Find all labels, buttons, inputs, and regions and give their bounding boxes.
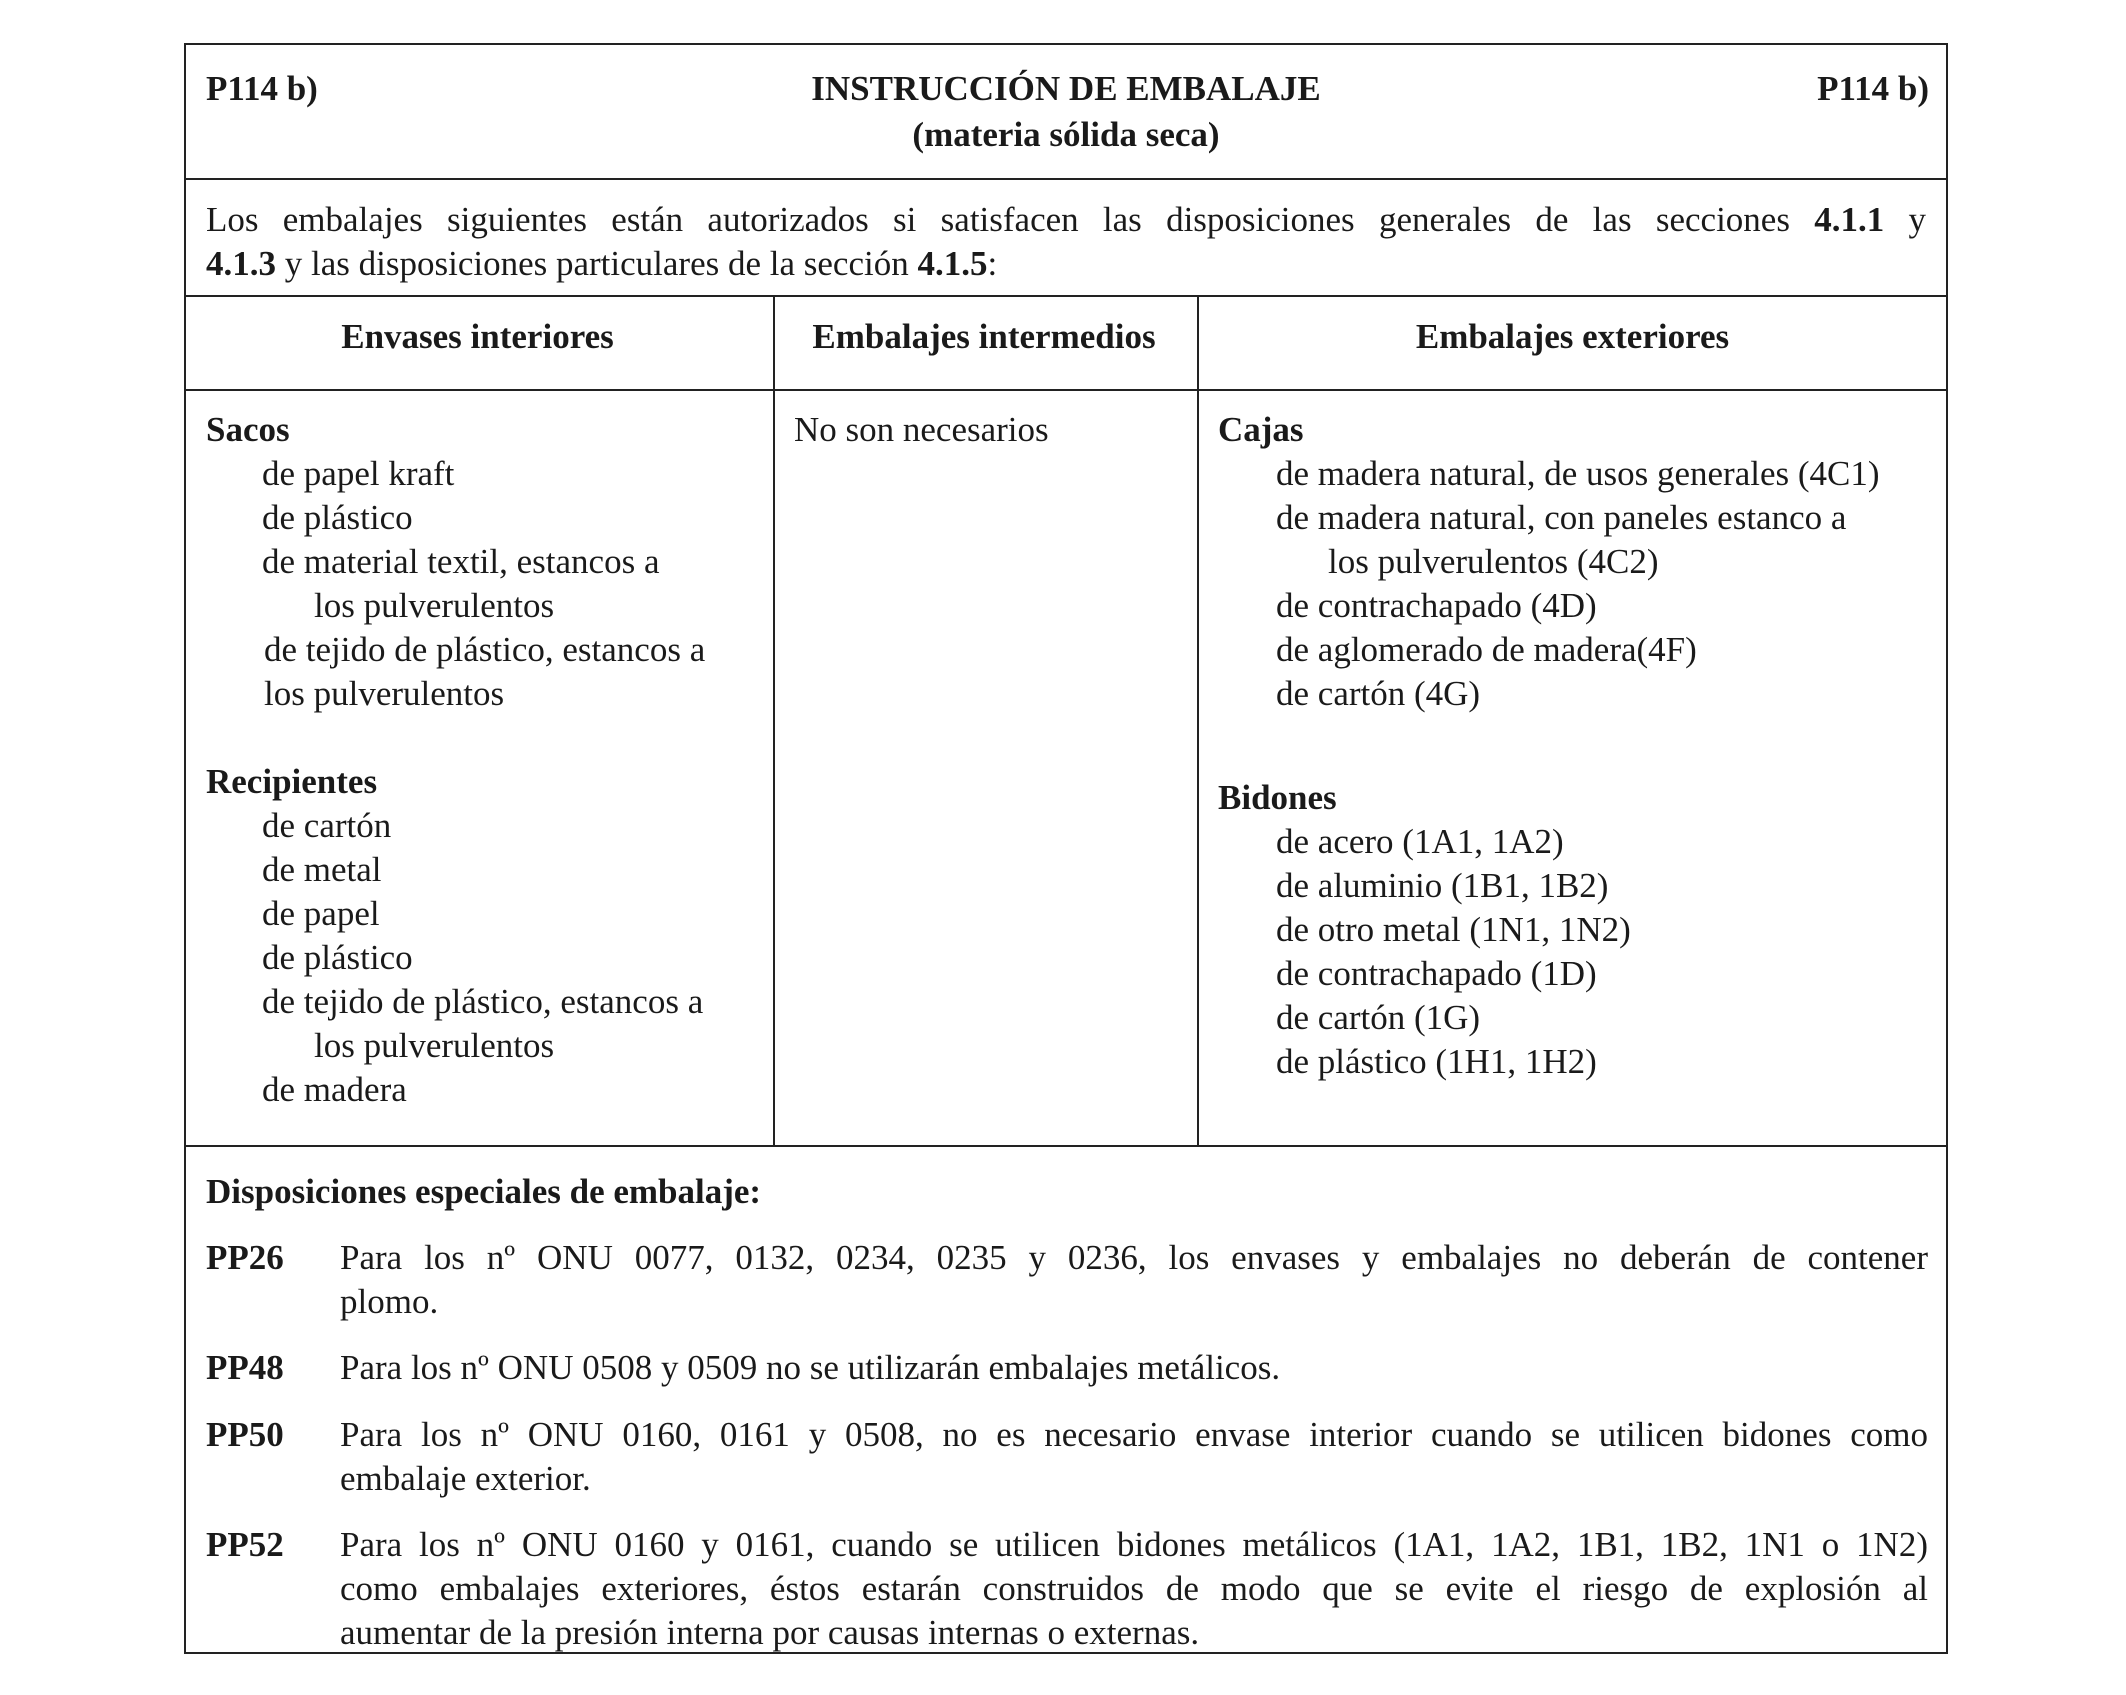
column-divider (773, 295, 775, 1145)
list-item: de metal (262, 850, 382, 889)
list-item: de papel kraft (262, 454, 455, 493)
provision-code: PP50 (206, 1415, 284, 1454)
provision-text: Para los nº ONU 0077, 0132, 0234, 0235 y 0236, los envases y embalajes no deberán de contener (340, 1238, 1928, 1277)
section-ref: 4.1.5 (917, 244, 988, 283)
provision-code: PP52 (206, 1525, 284, 1564)
list-item: de madera (262, 1070, 407, 1109)
provision-code: PP48 (206, 1348, 284, 1387)
outer-heading-cajas: Cajas (1218, 410, 1304, 449)
list-item: de material textil, estancos a (262, 542, 660, 581)
instruction-code-right: P114 b) (1817, 69, 1929, 108)
list-item: de contrachapado (1D) (1276, 954, 1597, 993)
divider (186, 389, 1946, 391)
list-item: de madera natural, con paneles estanco a (1276, 498, 1847, 537)
list-item: de acero (1A1, 1A2) (1276, 822, 1564, 861)
divider (186, 1145, 1946, 1147)
list-item: los pulverulentos (314, 586, 555, 625)
list-item: de contrachapado (4D) (1276, 586, 1597, 625)
list-item: de plástico (262, 938, 413, 977)
page-subtitle: (materia sólida seca) (912, 115, 1220, 154)
list-item: de madera natural, de usos generales (4C1) (1276, 454, 1880, 493)
column-header-outer: Embalajes exteriores (1415, 317, 1730, 356)
intro-line-1 (206, 198, 1926, 242)
list-item: los pulverulentos (314, 1026, 555, 1065)
provision-text: plomo. (340, 1282, 439, 1321)
list-item: de cartón (4G) (1276, 674, 1481, 713)
provision-text: embalaje exterior. (340, 1459, 591, 1498)
outer-heading-bidones: Bidones (1218, 778, 1337, 817)
provision-code: PP26 (206, 1238, 284, 1277)
intro-text: : (987, 244, 998, 283)
special-provisions-heading: Disposiciones especiales de embalaje: (206, 1172, 762, 1211)
provision-text: Para los nº ONU 0160 y 0161, cuando se utilicen bidones metálicos (1A1, 1A2, 1B1, 1B2, 1N1 o 1N2) (340, 1525, 1928, 1564)
list-item: de papel (262, 894, 380, 933)
inner-heading-recipientes: Recipientes (206, 762, 378, 801)
list-item: de cartón (1G) (1276, 998, 1481, 1037)
list-item: de cartón (262, 806, 392, 845)
column-header-intermediate: Embalajes intermedios (812, 317, 1156, 356)
intermediate-text: No son necesarios (794, 410, 1049, 449)
list-item: de plástico (262, 498, 413, 537)
column-header-inner: Envases interiores (341, 317, 614, 356)
divider (186, 295, 1946, 297)
list-item: los pulverulentos (4C2) (1328, 542, 1659, 581)
intro-line-2 (206, 242, 997, 286)
list-item: de otro metal (1N1, 1N2) (1276, 910, 1631, 949)
intro-text: Los embalajes siguientes están autorizados si satisfacen las disposiciones generales de las secciones (206, 200, 1790, 239)
provision-text: como embalajes exteriores, éstos estarán construidos de modo que se evite el riesgo de explosión al (340, 1569, 1928, 1608)
intro-text: y (1908, 200, 1927, 239)
list-item: de aglomerado de madera(4F) (1276, 630, 1697, 669)
instruction-code-left: P114 b) (206, 69, 318, 108)
provision-text: Para los nº ONU 0160, 0161 y 0508, no es necesario envase interior cuando se utilicen bidones como (340, 1415, 1928, 1454)
list-item: de tejido de plástico, estancos a (262, 982, 704, 1021)
list-item: de aluminio (1B1, 1B2) (1276, 866, 1609, 905)
list-item: los pulverulentos (264, 674, 505, 713)
column-divider (1197, 295, 1199, 1145)
section-ref: 4.1.3 (206, 244, 276, 283)
inner-heading-sacos: Sacos (206, 410, 290, 449)
provision-text: Para los nº ONU 0508 y 0509 no se utilizarán embalajes metálicos. (340, 1348, 1281, 1387)
provision-text: aumentar de la presión interna por causas internas o externas. (340, 1613, 1200, 1652)
divider (186, 178, 1946, 180)
section-ref: 4.1.1 (1814, 200, 1885, 239)
intro-text: y las disposiciones particulares de la sección (284, 244, 909, 283)
page-title: INSTRUCCIÓN DE EMBALAJE (811, 69, 1321, 108)
list-item: de tejido de plástico, estancos a (264, 630, 706, 669)
list-item: de plástico (1H1, 1H2) (1276, 1042, 1597, 1081)
